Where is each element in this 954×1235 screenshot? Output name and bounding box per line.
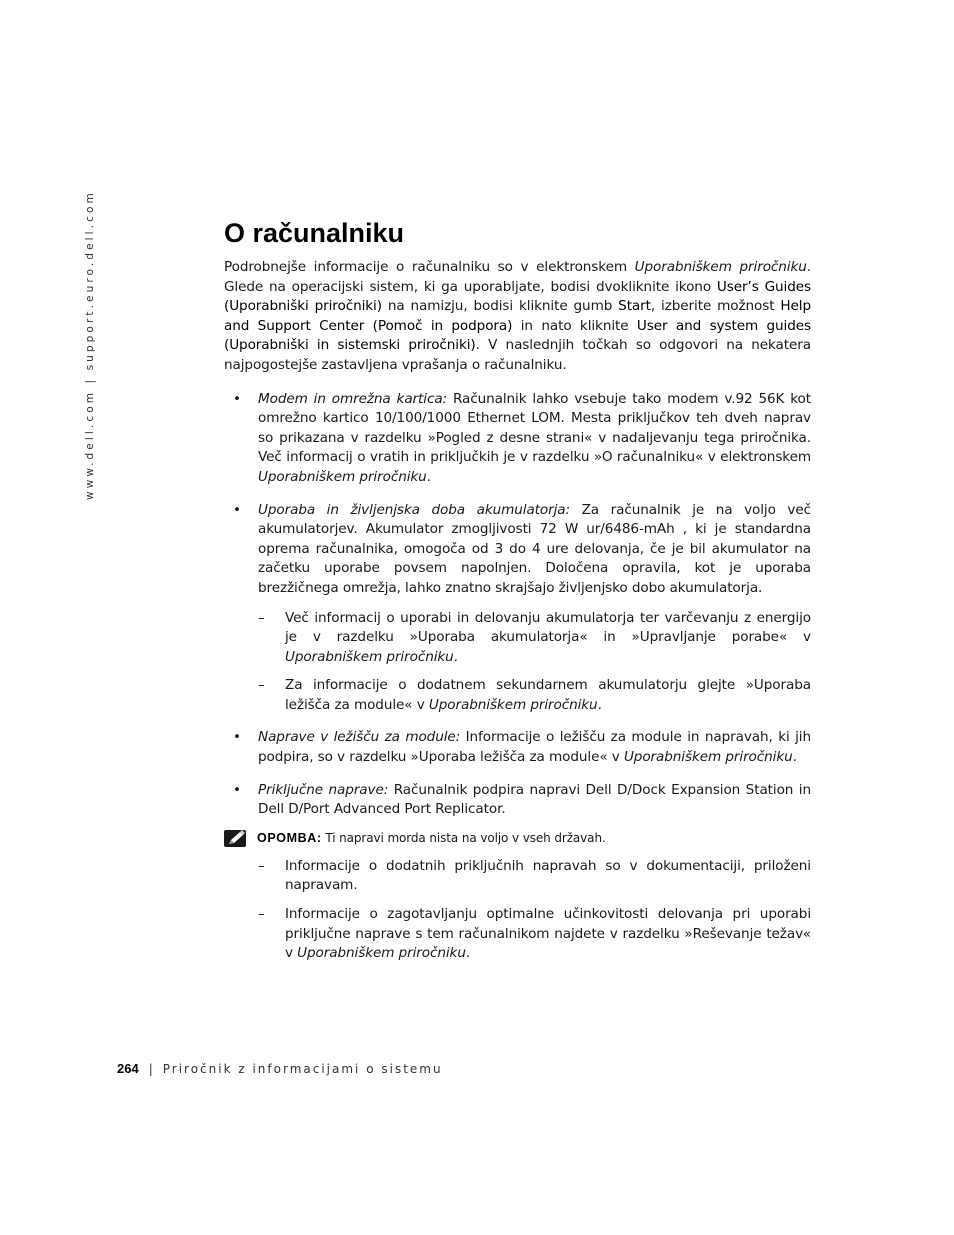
note-label: OPOMBA:	[257, 830, 322, 845]
bullet-mark: •	[233, 501, 241, 518]
bullet-label: Naprave v ležišču za module:	[258, 729, 461, 746]
intro-guide-title: Uporabniškem priročniku	[634, 259, 807, 275]
bullet-label: Modem in omrežna kartica:	[258, 390, 448, 407]
note-pencil-icon	[224, 829, 248, 847]
bullet-module-bay	[224, 728, 811, 767]
page-number: 264	[117, 1061, 139, 1076]
dash-text: Več informacij o uporabi in delovanju akumulatorja ter varčevanju z energijo je v razdelku »Uporaba akumulatorja« in »Upravljanje porabe« v	[285, 609, 811, 646]
bullet-label: Priključne naprave:	[258, 781, 389, 798]
bullet-text: Informacije o ležišču za module in napravah, ki jih podpira, so v razdelku »Uporaba ležišča za module« v	[258, 729, 811, 766]
bullet-text: Računalnik lahko vsebuje tako modem v.92 56K kot omrežno kartico 10/100/1000 Ethernet LOM. Mesta priključkov teh dveh naprav so prikazana v razdelku »Pogled z desne strani« v nadaljevanju tega priročnika. Več informacij o vratih in priključkih je v razdelku »O računalniku« v elektronskem	[258, 390, 811, 466]
bullet-text-end: .	[792, 749, 797, 766]
footer-title: Priročnik z informacijami o sistemu	[162, 1062, 443, 1076]
dash-item-dock-2	[224, 905, 811, 964]
intro-text-3: na namizju, bodisi kliknite gumb	[381, 298, 619, 315]
dash-mark: –	[258, 677, 265, 694]
note-text: Ti napravi morda nista na voljo v vseh državah.	[321, 830, 606, 845]
bullet-battery	[224, 501, 811, 599]
page-title: O računalniku	[224, 218, 405, 248]
dash-text: Za informacije o dodatnem sekundarnem akumulatorju glejte »Uporaba ležišča za module« v	[285, 677, 811, 713]
bullet-modem	[224, 390, 811, 488]
footer-separator: |	[148, 1062, 153, 1076]
dash-text: Informacije o zagotavljanju optimalne učinkovitosti delovanja pri uporabi priključne naprave s tem računalnikom najdete v razdelku »Reševanje težav« v	[285, 906, 811, 962]
dash-text-end: .	[597, 696, 602, 713]
ui-users-guides-icon-label: User’s Guides (Uporabniški priročniki)	[224, 278, 811, 315]
dash-guide-title: Uporabniškem priročniku	[285, 648, 454, 665]
bullet-docking	[224, 781, 811, 820]
ui-help-support-label: Help and Support Center (Pomoč in podpora)	[224, 298, 811, 334]
bullet-mark: •	[233, 390, 241, 407]
ui-system-guides-label: User and system guides (Uporabniški in sistemski priročniki)	[224, 317, 812, 354]
dash-item-battery-2	[224, 676, 811, 715]
bullet-mark: •	[233, 729, 241, 746]
bullet-text-end: .	[426, 468, 431, 485]
dash-text-end: .	[465, 945, 471, 962]
dash-guide-title: Uporabniškem priročniku	[297, 945, 466, 962]
dash-mark: –	[258, 609, 265, 626]
dash-mark: –	[258, 906, 265, 923]
bullet-guide-title: Uporabniškem priročniku	[623, 749, 793, 766]
dash-mark: –	[258, 857, 265, 874]
page-footer	[117, 1061, 443, 1076]
intro-text-2: . Glede na operacijski sistem, ki ga uporabljate, bodisi dvokliknite ikono	[224, 259, 811, 295]
dash-text: Informacije o dodatnih priključnih napravah so v dokumentaciji, priloženi napravam.	[285, 857, 811, 894]
intro-text-1: Podrobnejše informacije o računalniku so v elektronskem	[224, 259, 635, 275]
note-box	[224, 829, 811, 847]
intro-paragraph	[224, 258, 811, 376]
dash-text-end: .	[453, 648, 458, 665]
ui-start-label: Start	[618, 298, 651, 315]
intro-text-4: , izberite možnost	[650, 298, 781, 315]
dash-guide-title: Uporabniškem priročniku	[428, 696, 598, 713]
dash-item-dock-1	[224, 857, 811, 896]
bullet-guide-title: Uporabniškem priročniku	[258, 468, 427, 485]
side-url-text: www.dell.com | support.euro.dell.com	[84, 190, 96, 500]
bullet-label: Uporaba in življenjska doba akumulatorja:	[258, 501, 570, 518]
main-content	[224, 258, 811, 964]
bullet-mark: •	[233, 781, 241, 798]
bullet-text: Računalnik podpira napravi Dell D/Dock Expansion Station in Dell D/Port Advanced Port Replicator.	[258, 781, 811, 818]
dash-item-battery-1	[224, 609, 811, 668]
intro-text-6: . V naslednjih točkah so odgovori na nekatera najpogostejše zastavljena vprašanja o računalniku.	[224, 337, 811, 373]
bullet-text: Za računalnik je na voljo več akumulatorjev. Akumulator zmogljivosti 72 W ur/6486-mAh , ki je standardna oprema računalnika, omogoča od 3 do 4 ure delovanja, če je bil akumulator na začetku uporabe povsem napolnjen. Določena opravila, kot je uporaba brezžičnega omrežja, lahko znatno skrajšajo življenjsko dobo akumulatorja.	[258, 501, 811, 596]
intro-text-5: in nato kliknite	[512, 317, 637, 334]
